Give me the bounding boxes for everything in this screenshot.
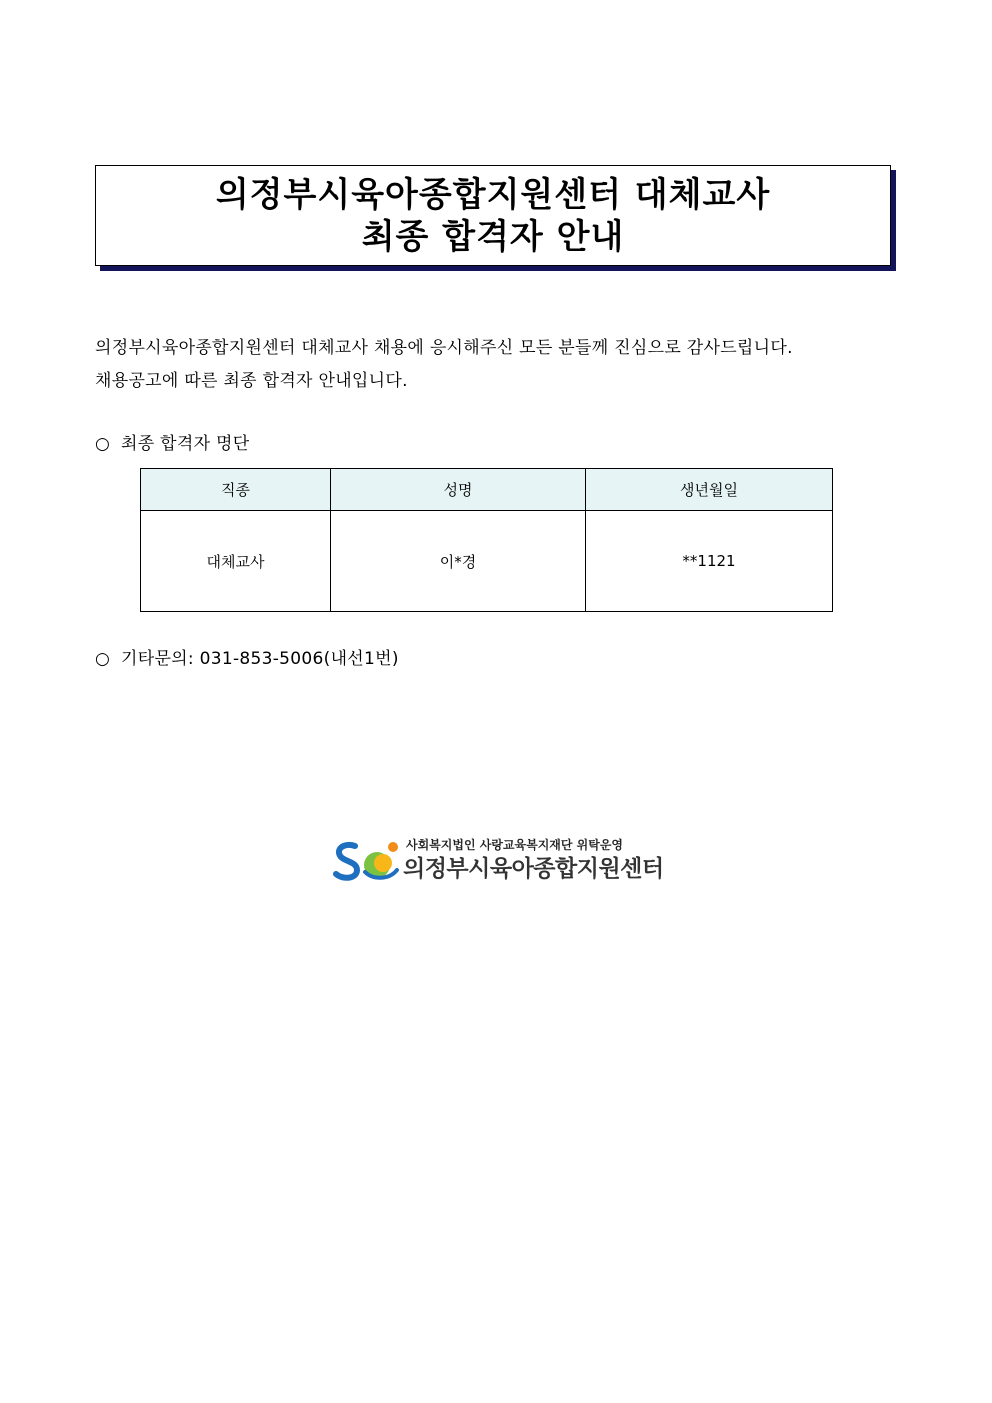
header-name: 성명 — [331, 469, 586, 511]
logo-name: 의정부시육아종합지원센터 — [403, 856, 664, 882]
circle-bullet-icon: ○ — [95, 649, 111, 669]
contact-line — [95, 644, 399, 669]
title-box — [95, 165, 891, 266]
intro-paragraph: 의정부시육아종합지원센터 대체교사 채용에 응시해주신 모든 분들께 진심으로 감사드립니다. — [95, 338, 793, 358]
center-logo — [333, 836, 663, 884]
cell-birthdate: **1121 — [586, 511, 833, 612]
contact-label: 기타문의: 031-853-5006(내선1번) — [121, 649, 399, 669]
list-heading-label: 최종 합격자 명단 — [121, 434, 250, 454]
cell-job-type: 대체교사 — [141, 511, 331, 612]
cell-name: 이*경 — [331, 511, 586, 612]
table-row — [141, 511, 833, 612]
header-birthdate: 생년월일 — [586, 469, 833, 511]
title-line-2: 최종 합격자 안내 — [361, 216, 625, 257]
table-header-row — [141, 469, 833, 511]
circle-bullet-icon: ○ — [95, 434, 111, 454]
list-heading — [95, 429, 249, 454]
notice-paragraph: 채용공고에 따른 최종 합격자 안내입니다. — [95, 371, 408, 391]
header-job-type: 직종 — [141, 469, 331, 511]
title-line-1: 의정부시육아종합지원센터 대체교사 — [215, 174, 771, 215]
logo-subtitle: 사회복지법인 사랑교육복지재단 위탁운영 — [406, 838, 624, 852]
successful-candidates-table — [140, 468, 833, 612]
center-logo-icon — [333, 838, 403, 882]
